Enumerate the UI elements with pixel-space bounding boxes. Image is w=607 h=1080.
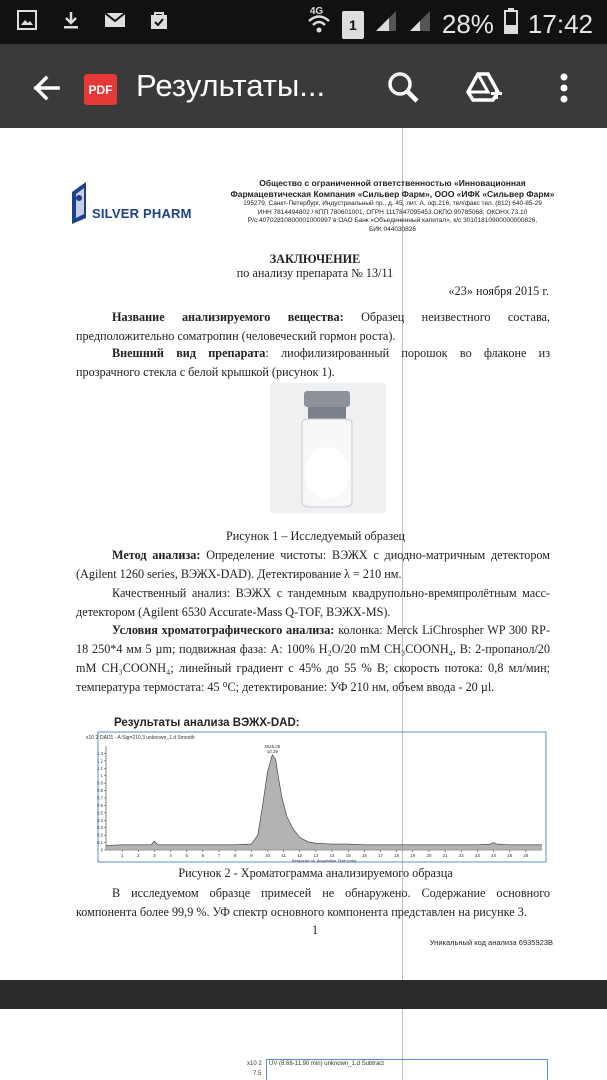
x-tick-label: 26 (523, 853, 529, 858)
unique-code: Уникальный код анализа 6935923B (429, 938, 553, 947)
pdf-icon (84, 74, 117, 105)
paragraph-conclusion: В исследуемом образце примесей не обнаружено. Содержание основного компонента более 99,9 %. УФ спектр основного компонента представлен на рисунке 3. (76, 886, 550, 919)
x-tick-label: 16 (361, 853, 367, 858)
pdf-badge-label: PDF (88, 82, 113, 97)
uv-spectrum-frame (266, 1059, 548, 1080)
x-tick-label: 1 (120, 853, 124, 858)
y-tick-label: 0 (100, 847, 103, 853)
gallery-notification-icon (16, 9, 38, 31)
paragraph-conditions-text: колонка: Merck LiChrospher WP 300 RP-18 250*4 мм 5 µm; подвижная фаза: А: 100% H₂O/20 mM CH₃COONH₄, В: 2-пропанол/20 mM CH₃COONH₄; линейный градиент с 45% до 55 % В; скорость потока: 0,8 мл/мин; температура термостата: 45 ⁰С; детектирование: УФ 210 нм, объем ввода - 20 µl. (76, 623, 551, 694)
paragraph-appearance-label: Внешний вид препарата (112, 346, 266, 360)
paragraph-conditions (76, 621, 550, 697)
y-tick-label: 0.5 (97, 810, 103, 816)
paragraph-qualitative: Качественный анализ: ВЭЖХ с тандемным квадрупольно-времяпролётным масс-детектором (Agilent 6530 Accurate-Mass Q-TOF, ВЭЖХ-MS). (76, 586, 550, 619)
page-gap (0, 980, 607, 1009)
x-tick-label: 13 (313, 853, 319, 858)
figure-2-caption: Рисунок 2 - Хроматограмма анализируемого образца (178, 866, 453, 880)
drive-add-icon[interactable] (464, 68, 504, 108)
x-tick-label: 24 (491, 853, 497, 858)
network-type-label: 4G (309, 5, 324, 17)
x-tick-label: 11 (281, 853, 286, 858)
y-tick-label: 0.3 (97, 825, 103, 831)
x-tick-label: 2 (137, 853, 140, 858)
org-address-line3: Р/с 40702810800001000997 в ОАО Банк «Объединенный капитал», к/с 30101810900000000826, (247, 217, 538, 224)
search-icon[interactable] (384, 68, 424, 108)
x-tick-label: 8 (233, 853, 237, 858)
x-tick-label: 7 (217, 853, 221, 858)
y-tick-label: 0.1 (97, 840, 103, 846)
chromatogram-svg (86, 730, 548, 864)
y-tick-label: 1.2 (97, 758, 103, 764)
x-tick-label: 5 (185, 853, 188, 858)
y-tick-label: 0.6 (97, 802, 103, 808)
y-tick-label: 0.8 (97, 788, 103, 794)
chart-frame (98, 732, 546, 862)
x-tick-label: 17 (378, 853, 384, 858)
x-tick-label: 15 (345, 853, 351, 858)
app-bar (0, 44, 607, 128)
x-tick-label: 22 (458, 853, 464, 858)
paragraph-substance-text: Образец неизвестного состава, предположительно соматропин (человеческий гормон роста). (76, 310, 550, 343)
uv-y-tick: 7.5 (253, 1071, 262, 1077)
y-exponent-label: x10 2 (86, 735, 99, 741)
sim-icon (342, 11, 364, 39)
x-tick-label: 3 (153, 853, 156, 858)
clock: 17:42 (527, 9, 593, 39)
y-tick-label: 1 (100, 773, 103, 779)
pdf-page-2[interactable] (0, 1009, 607, 1080)
y-tick-label: 1.3 (97, 750, 103, 756)
sim-label: 1 (348, 16, 357, 33)
signal-2-icon (408, 9, 432, 40)
org-name-line1: Общество с ограниченной ответственностью «Инновационная (259, 178, 526, 188)
x-tick-label: 10 (264, 853, 270, 858)
paragraph-appearance (76, 344, 550, 382)
x-tick-label: 21 (442, 853, 448, 858)
y-tick-label: 0.4 (97, 817, 103, 823)
org-header (220, 178, 565, 234)
paragraph-method (76, 546, 550, 584)
battery-percent: 28% (441, 9, 494, 39)
x-tick-label: 25 (507, 853, 513, 858)
x-tick-label: 18 (394, 853, 400, 858)
chromatogram-chart (86, 730, 548, 864)
paragraph-substance-label: Название анализируемого вещества: (112, 310, 344, 324)
status-bar (0, 0, 607, 44)
x-tick-label: 19 (410, 853, 416, 858)
org-address-line1: 195279, Санкт-Петербург, Индустриальный пр., д. 45, лит. А, оф.216, тел/факс тел. (812) 640-85-29 (243, 200, 542, 207)
y-tick-label: 1.1 (97, 765, 103, 771)
peak-time-label: 10.39 (266, 748, 278, 754)
battery-icon (504, 8, 518, 41)
uv-y-exponent: x10 2 (247, 1061, 262, 1067)
shopping-bag-notification-icon (148, 9, 170, 31)
series-line (106, 755, 542, 846)
document-heading: ЗАКЛЮЧЕНИЕ (269, 252, 361, 266)
x-tick-label: 20 (426, 853, 432, 858)
paragraph-substance (76, 308, 550, 346)
paragraph-method-text: Определение чистоты: ВЭЖХ с диодно-матричным детектором (Agilent 1260 series, ВЭЖХ-DAD). Детектирование λ = 210 нм. (76, 548, 550, 581)
document-subheading: по анализу препарата № 13/11 (236, 266, 394, 280)
x-axis-label: Response vs. Acquisition Time (min) (291, 858, 357, 863)
peak-area-label: 3625.05 (264, 743, 281, 749)
y-tick-label: 0.2 (97, 832, 103, 838)
x-tick-label: 6 (201, 853, 205, 858)
series-area (106, 755, 542, 850)
logo-text: SILVER PHARM (92, 206, 192, 221)
vial-photo (270, 383, 386, 513)
x-tick-label: 12 (297, 853, 303, 858)
results-heading: Результаты анализа ВЭЖХ-DAD: (114, 717, 300, 729)
mail-notification-icon (104, 9, 126, 31)
org-address-line4: БИК 044030826 (368, 225, 417, 233)
signal-icon (374, 9, 398, 40)
x-tick-label: 23 (474, 853, 480, 858)
paragraph-conditions-label: Условия хроматографического анализа: (112, 623, 335, 637)
x-tick-label: 14 (329, 853, 335, 858)
more-vert-icon[interactable] (544, 68, 584, 108)
wifi-icon (306, 5, 332, 38)
pdf-page-1[interactable] (0, 128, 607, 980)
y-tick-label: 0.7 (97, 795, 103, 801)
org-address-line2: ИНН 7814494802 / КПП 780601001, ОГРН 1117847095453 ОКПО 90785068, ОКОНХ 73.10 (257, 208, 528, 216)
paragraph-method-label: Метод анализа: (112, 548, 201, 562)
document-title: Результаты... (136, 68, 326, 103)
paragraph-appearance-text: : лиофилизированный порошок во флаконе из прозрачного стекла с белой крышкой (рисунок 1). (76, 346, 551, 379)
back-arrow-icon[interactable] (28, 68, 68, 108)
x-tick-label: 9 (250, 853, 253, 858)
download-notification-icon (60, 9, 82, 31)
figure-1-caption: Рисунок 1 – Исследуемый образец (225, 529, 405, 543)
x-tick-label: 4 (169, 853, 172, 858)
y-tick-label: 0.9 (97, 780, 103, 786)
page-number: 1 (312, 923, 319, 937)
document-date: «23» ноября 2015 г. (448, 284, 549, 298)
uv-chart-title: UV (8.68-11.90 min) unknown_1.d Subtract (269, 1061, 384, 1067)
chart-title: DAD1 - A:Sig=210,3 unknown_1.d Smooth (100, 735, 195, 741)
org-name-line2: Фармацевтическая Компания «Сильвер Фарм», ООО «ИФК «Сильвер Фарм» (230, 189, 555, 199)
